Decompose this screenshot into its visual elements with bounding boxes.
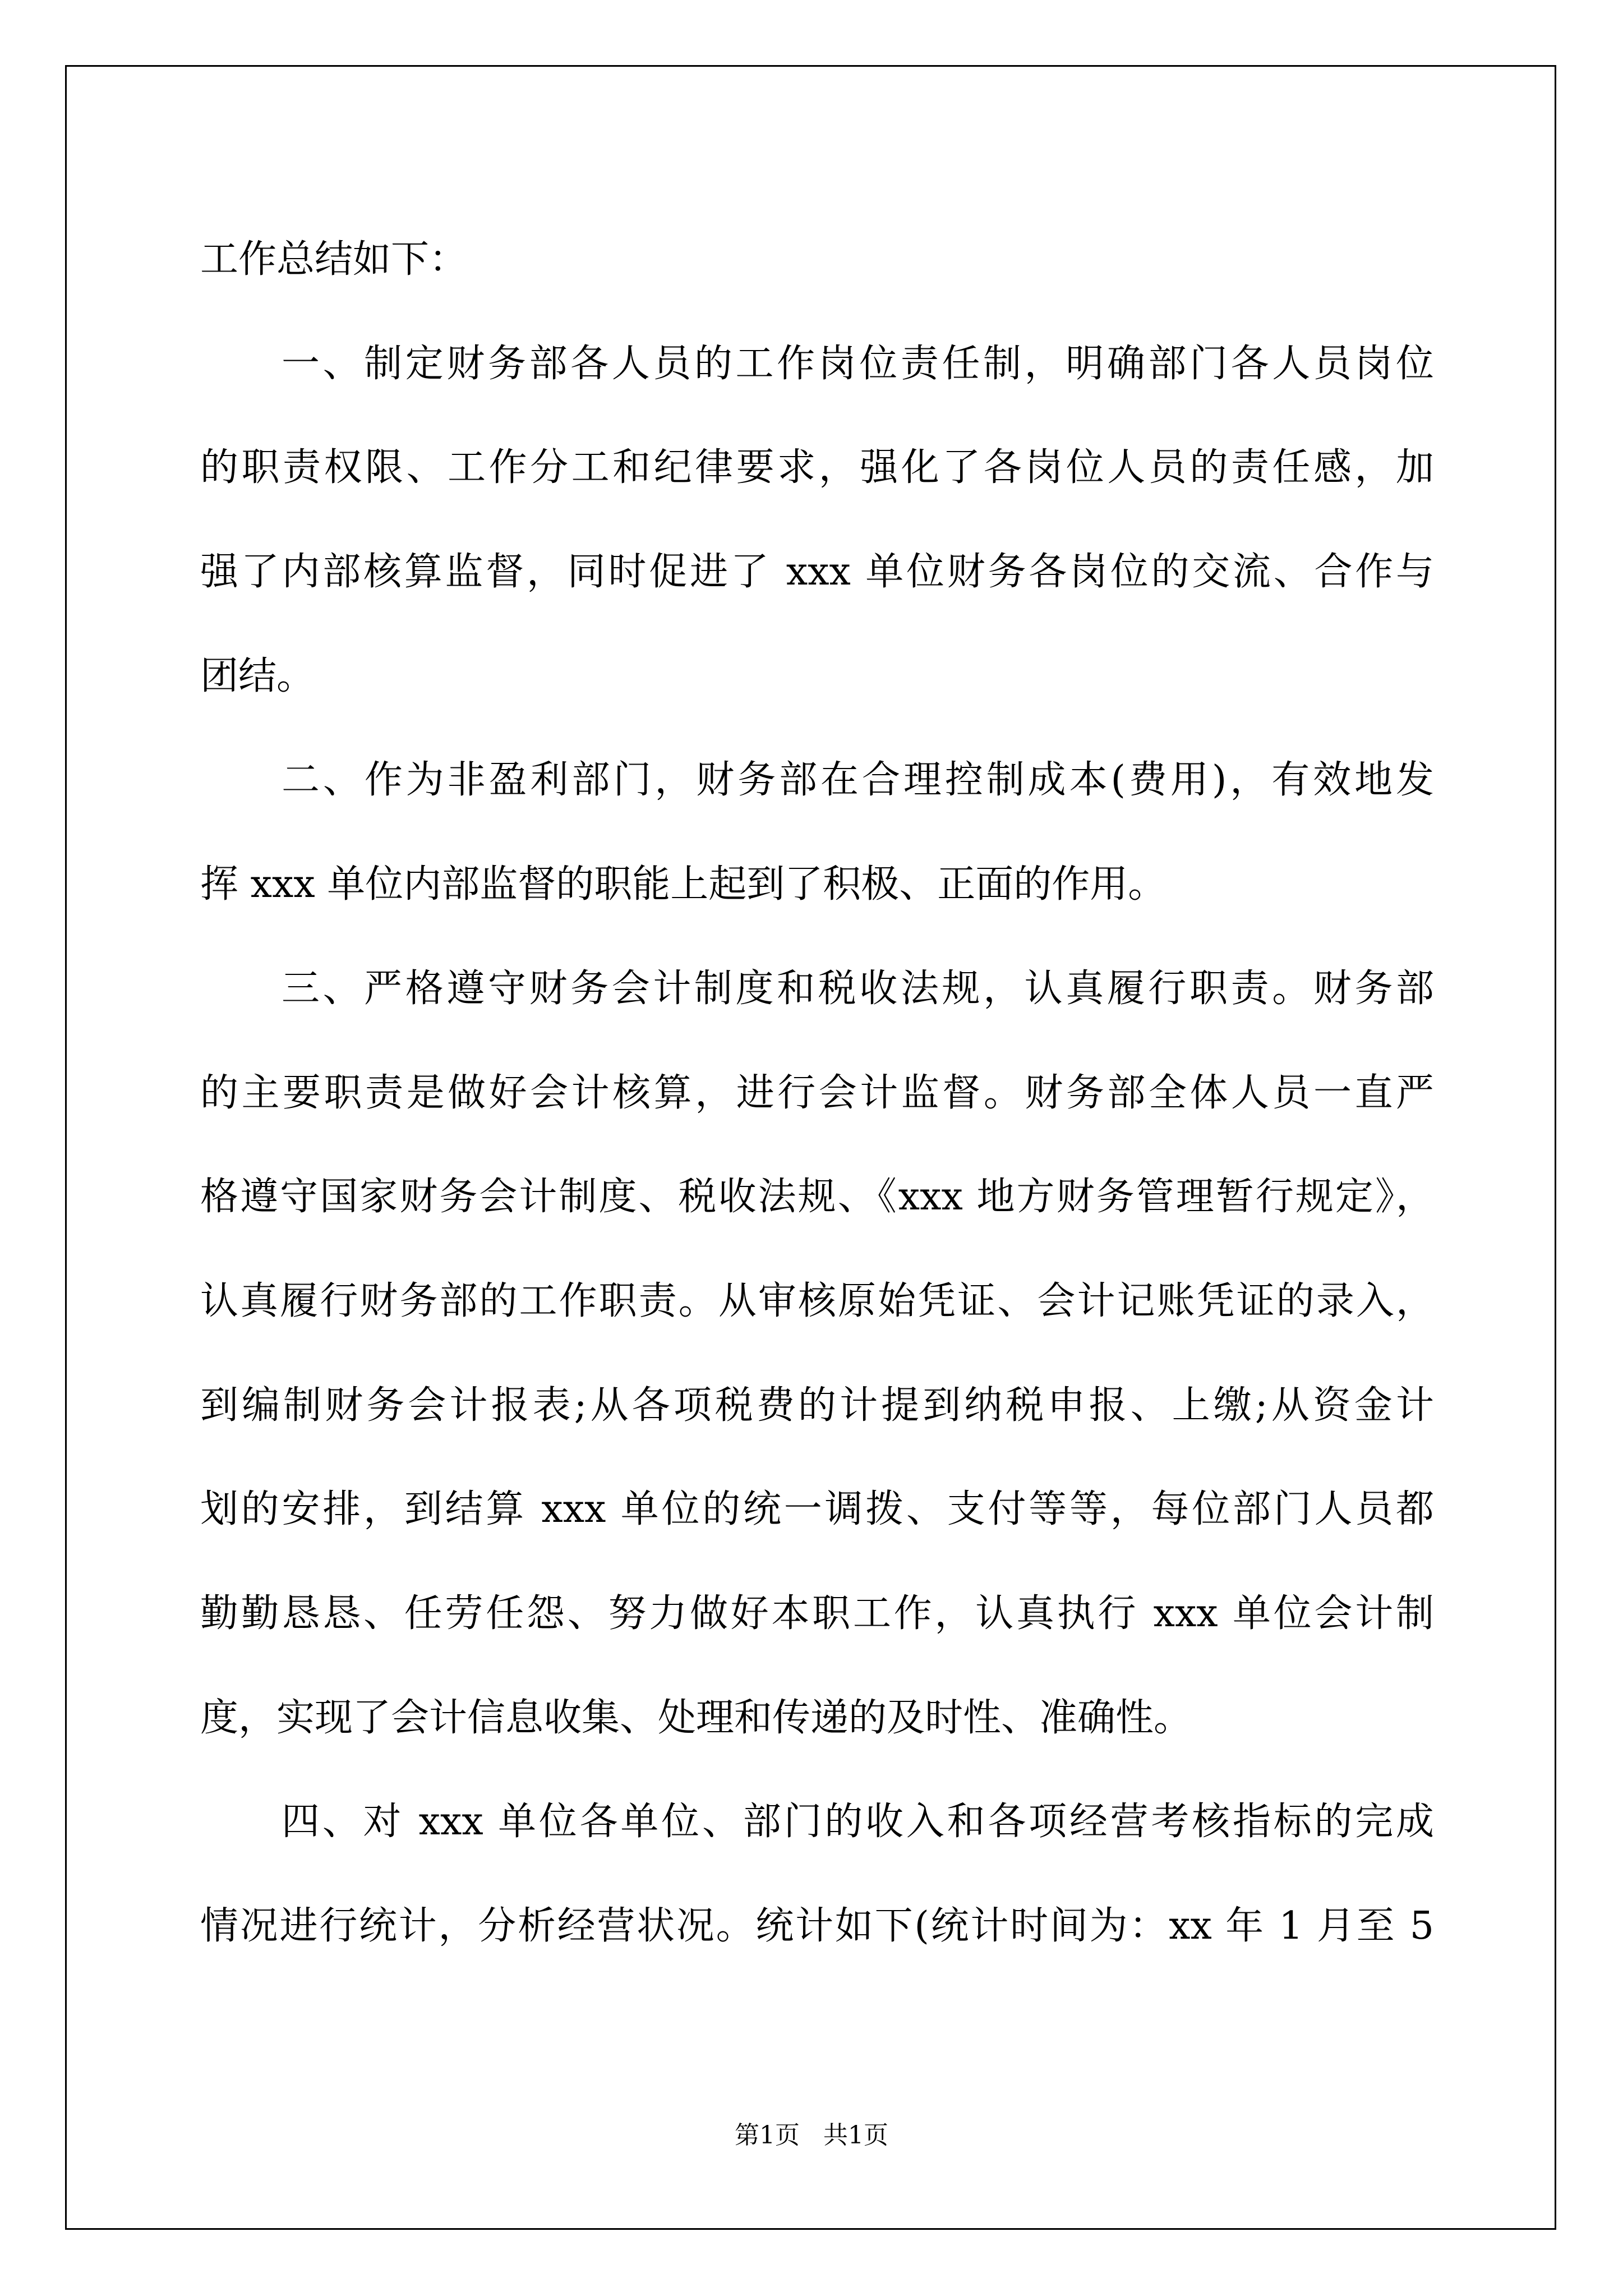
paragraph-1-line: 一、制定财务部各人员的工作岗位责任制，明确部门各人员岗位	[282, 341, 1434, 386]
text-line: 挥 xxx 单位内部监督的职能上起到了积极、正面的作用。	[200, 862, 1166, 907]
text-line: 的主要职责是做好会计核算，进行会计监督。财务部全体人员一直严	[200, 1070, 1434, 1115]
text-line: 工作总结如下：	[200, 237, 468, 282]
text-line: 到编制财务会计报表;从各项税费的计提到纳税申报、上缴;从资金计	[200, 1383, 1434, 1428]
text-line: 划的安排，到结算 xxx 单位的统一调拨、支付等等，每位部门人员都	[200, 1487, 1434, 1532]
text-line: 情况进行统计，分析经营状况。统计如下(统计时间为：xx 年 1 月至 5	[200, 1904, 1434, 1948]
text-line: 的职责权限、工作分工和纪律要求，强化了各岗位人员的责任感，加	[200, 445, 1434, 490]
text-line: 团结。	[200, 654, 315, 698]
text-line: 勤勤恳恳、任劳任怨、努力做好本职工作，认真执行 xxx 单位会计制	[200, 1591, 1434, 1636]
paragraph-3-line: 三、严格遵守财务会计制度和税收法规，认真履行职责。财务部	[282, 966, 1434, 1011]
page-footer: 第1页 共1页	[735, 2121, 888, 2150]
text-line: 度，实现了会计信息收集、处理和传递的及时性、准确性。	[200, 1695, 1192, 1740]
paragraph-4-line: 四、对 xxx 单位各单位、部门的收入和各项经营考核指标的完成	[282, 1800, 1434, 1844]
document-body	[200, 208, 1434, 1978]
text-line: 强了内部核算监督，同时促进了 xxx 单位财务各岗位的交流、合作与	[200, 550, 1434, 595]
text-line: 认真履行财务部的工作职责。从审核原始凭证、会计记账凭证的录入，	[200, 1278, 1434, 1323]
paragraph-2-line: 二、作为非盈利部门，财务部在合理控制成本(费用)，有效地发	[282, 758, 1434, 803]
text-line: 格遵守国家财务会计制度、税收法规、《xxx 地方财务管理暂行规定》，	[200, 1175, 1434, 1220]
